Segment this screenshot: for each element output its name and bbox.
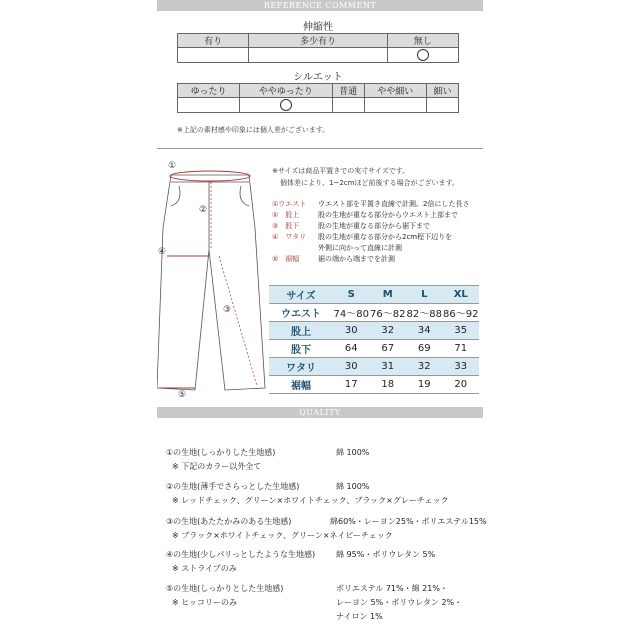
- silhouette-option: やや細い: [364, 84, 426, 98]
- silhouette-table: [177, 83, 459, 113]
- divider: [157, 148, 483, 149]
- quality-material: 綿 100%: [336, 482, 370, 491]
- stretch-option: 有り: [178, 34, 249, 48]
- diagram-label-1: ①: [168, 161, 177, 171]
- diagram-label-5: ⑤: [178, 390, 187, 400]
- legend-row: ② 股上 股の生地が重なる部分からウエスト上部まで: [272, 210, 458, 219]
- silhouette-option: ゆったり: [178, 84, 240, 98]
- quality-header: QUALITY: [157, 407, 483, 418]
- legend-row: ①ウエスト ウエスト部を平置き直線で計測。2倍にした長さ: [272, 199, 470, 208]
- quality-note: ※ ブラック×ホワイトチェック、グリーン×ネイビーチェック: [172, 531, 393, 540]
- quality-note: ※ 下記のカラー以外全て: [172, 462, 262, 471]
- stretch-option: 無し: [387, 34, 458, 48]
- quality-name: ②の生地(薄手でさらっとした生地感): [166, 482, 300, 491]
- measurement-legend: [272, 198, 469, 264]
- quality-name: ⑤の生地(しっかりとした生地感): [166, 584, 284, 593]
- silhouette-option: 細い: [426, 84, 458, 98]
- legend-row: ④ ワタリ 股の生地が重なる部分から2cm程下辺りを: [272, 232, 453, 241]
- legend-row: ③ 股下 股の生地が重なる部分から裾下まで: [272, 221, 430, 230]
- quality-note: ※ ストライプのみ: [172, 564, 237, 573]
- measure-note-1: ※サイズは商品平置きでの実寸サイズです。: [272, 167, 410, 175]
- stretch-title: 伸縮性: [303, 22, 333, 33]
- table-row: 股下 64 67 69 71: [269, 340, 479, 358]
- selected-circle-icon: [417, 49, 429, 61]
- table-row: ワタリ 30 31 32 33: [269, 358, 479, 376]
- quality-material: ポリエステル 71%・綿 21%・: [336, 584, 448, 593]
- diagram-label-2: ②: [199, 205, 208, 215]
- quality-note: ※ レッドチェック、グリーン×ホワイトチェック、ブラック×グレーチェック: [172, 496, 449, 505]
- silhouette-option: 普通: [332, 84, 364, 98]
- measure-note-2: 個体差により、1~2cmほど前後する場合がございます。: [280, 179, 459, 187]
- stretch-option: 多少有り: [249, 34, 388, 48]
- table-row: 股上 30 32 34 35: [269, 322, 479, 340]
- silhouette-title: シルエット: [293, 72, 343, 83]
- reference-comment-header: REFERENCE COMMENT: [157, 0, 483, 11]
- diagram-label-4: ④: [158, 247, 167, 257]
- quality-material: レーヨン 5%・ポリウレタン 2%・: [336, 598, 463, 607]
- quality-material: ナイロン 1%: [336, 612, 383, 621]
- reference-note: ※上記の素材感や印象には個人差がございます。: [177, 126, 330, 134]
- size-table: サイズ S M L XL ウエスト 74〜80 76〜82 82〜88 86〜92 股上 30 32 34 35 股下 64 67 69 71 ワタリ 30 31 32 33 裾幅 17 18 19 20: [269, 285, 479, 394]
- quality-material: 綿 95%・ポリウレタン 5%: [336, 550, 436, 559]
- silhouette-option: ややゆったり: [240, 84, 332, 98]
- quality-material: 綿 100%: [336, 448, 370, 457]
- pants-diagram: [157, 158, 269, 404]
- quality-name: ③の生地(あたたかみのある生地感): [166, 517, 292, 526]
- legend-row: ⑤ 裾幅 裾の端から端までを計測: [272, 254, 395, 263]
- quality-name: ①の生地(しっかりした生地感): [166, 448, 276, 457]
- table-row: ウエスト 74〜80 76〜82 82〜88 86〜92: [269, 304, 479, 322]
- legend-row: 外側に向かって直線に計測: [318, 243, 402, 252]
- quality-note: ※ ヒッコリーのみ: [172, 598, 238, 607]
- table-row: 裾幅 17 18 19 20: [269, 376, 479, 394]
- quality-name: ④の生地(少しパリっとしたような生地感): [166, 550, 316, 559]
- diagram-label-3: ③: [223, 305, 232, 315]
- selected-circle-icon: [280, 99, 292, 111]
- quality-material: 綿60%・レーヨン25%・ポリエステル15%: [330, 517, 487, 526]
- stretch-table: [177, 33, 459, 63]
